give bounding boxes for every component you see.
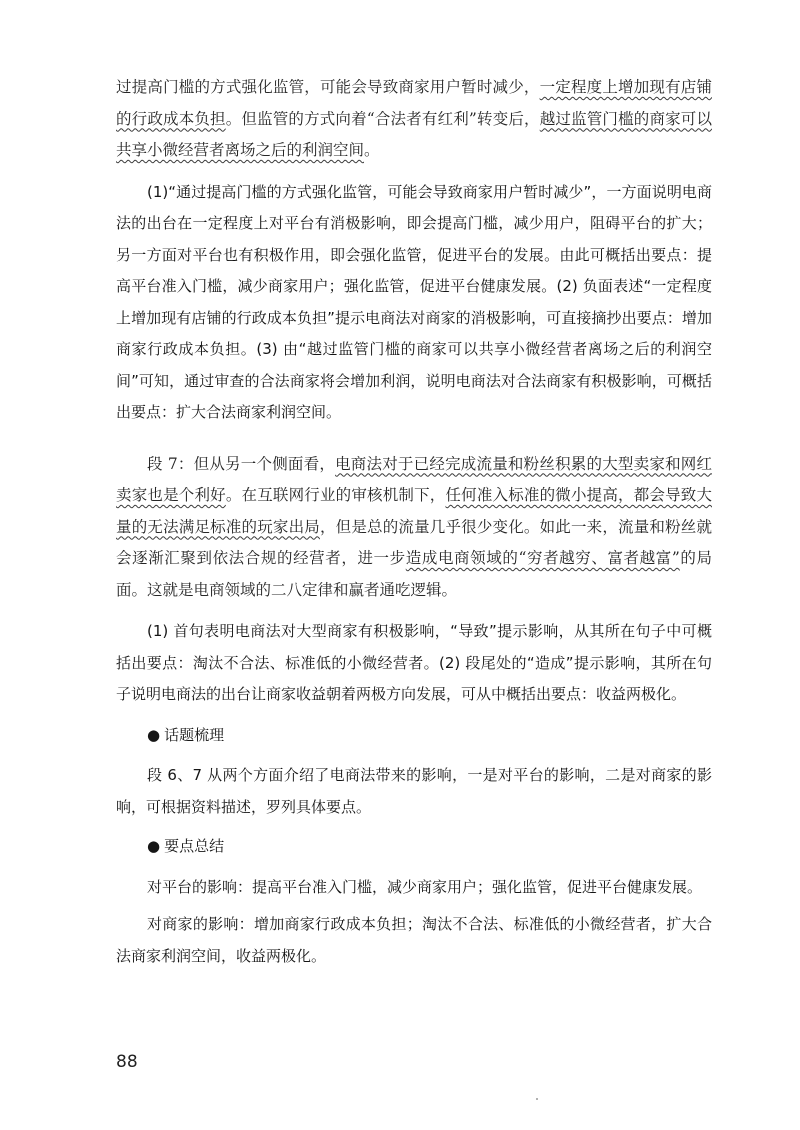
analysis-paragraph-6: (1)“通过提高门槛的方式强化监管，可能会导致商家用户暂时减少”，一方面说明电商法的出台在一定程度上对平台有消极影响，即会提高门槛，减少用户，阻碍平台的扩大；另一方面对平台也有积极作用，即会强化监管，促进平台的发展。由此可概括出要点：提高平台准入门槛，减少商家用户；强化监管，促进平台健康发展。(2) 负面表述“一定程度上增加现有店铺的行政成本负担”提示电商法对商家的消极影响，可直接摘抄出要点：增加商家行政成本负担。(3) 由“越过监管门槛的商家可以共享小微经营者离场之后的利润空间”可知，通过审查的合法商家将会增加利润，说明电商法对合法商家有积极影响，可概括出要点：扩大合法商家利润空间。 (116, 182, 712, 421)
section-heading-topic-review (116, 720, 712, 752)
bullet-icon: ● (147, 837, 161, 855)
plain-text: 过提高门槛的方式强化监管，可能会导致商家用户暂时减少， (116, 78, 540, 96)
plain-text: 。但监管的方式向着“合法者有红利”转变后， (225, 109, 540, 128)
plain-text: ，但是总的流量几乎很少变化。如此一来，流量和粉丝就会逐渐汇聚到依法合规的经营者，进一步 (116, 517, 712, 567)
heading-text: 话题梳理 (164, 725, 225, 744)
summary-merchant-impact: 对商家的影响：增加商家行政成本负担；淘汰不合法、标准低的小微经营者，扩大合法商家利润空间，收益两极化。 (116, 915, 712, 965)
underlined-phrase: 越过监管门槛的商家可以共享小微经营者离场之后的利润空间 (116, 109, 712, 159)
summary-platform-impact: 对平台的影响：提高平台准入门槛，减少商家用户；强化监管，促进平台健康发展。 (147, 877, 703, 896)
section-heading-summary (116, 831, 712, 863)
source-excerpt-paragraph-7 (116, 449, 712, 607)
page-content (116, 72, 712, 972)
source-excerpt-paragraph-6-end (116, 72, 712, 167)
underlined-phrase: 造成电商领域的“穷者越穷、富者越富” (405, 549, 680, 567)
scan-speck (536, 1098, 538, 1100)
plain-text: 的局面。这就是电商领域的二八定律和赢者通吃逻辑。 (116, 549, 712, 599)
plain-text: 。在互联网行业的审核机制下， (225, 486, 446, 504)
underlined-phrase: 任何准入标准的微小提高，都会导致大量的无法满足标准的玩家出局 (116, 486, 712, 536)
topic-review-paragraph: 段 6、7 从两个方面介绍了电商法带来的影响，一是对平台的影响，二是对商家的影响，可根据资料描述，罗列具体要点。 (116, 766, 712, 816)
heading-text: 要点总结 (164, 837, 225, 855)
underlined-phrase: 电商法对于已经完成流量和粉丝积累的大型卖家和网红卖家也是个利好 (116, 454, 712, 504)
page-number: 88 (116, 1052, 138, 1072)
analysis-paragraph-7: (1) 首句表明电商法对大型商家有积极影响，“导致”提示影响，从其所在句子中可概括出要点：淘汰不合法、标准低的小微经营者。(2) 段尾处的“造成”提示影响，其所在句子说明电商法的出台让商家收益朝着两极方向发展，可从中概括出要点：收益两极化。 (116, 622, 712, 703)
underlined-phrase: 一定程度上增加现有店铺的行政成本负担 (116, 78, 712, 128)
plain-text: 。 (364, 141, 380, 159)
bullet-icon: ● (147, 725, 161, 744)
plain-text: 段 7：但从另一个侧面看， (147, 454, 336, 473)
